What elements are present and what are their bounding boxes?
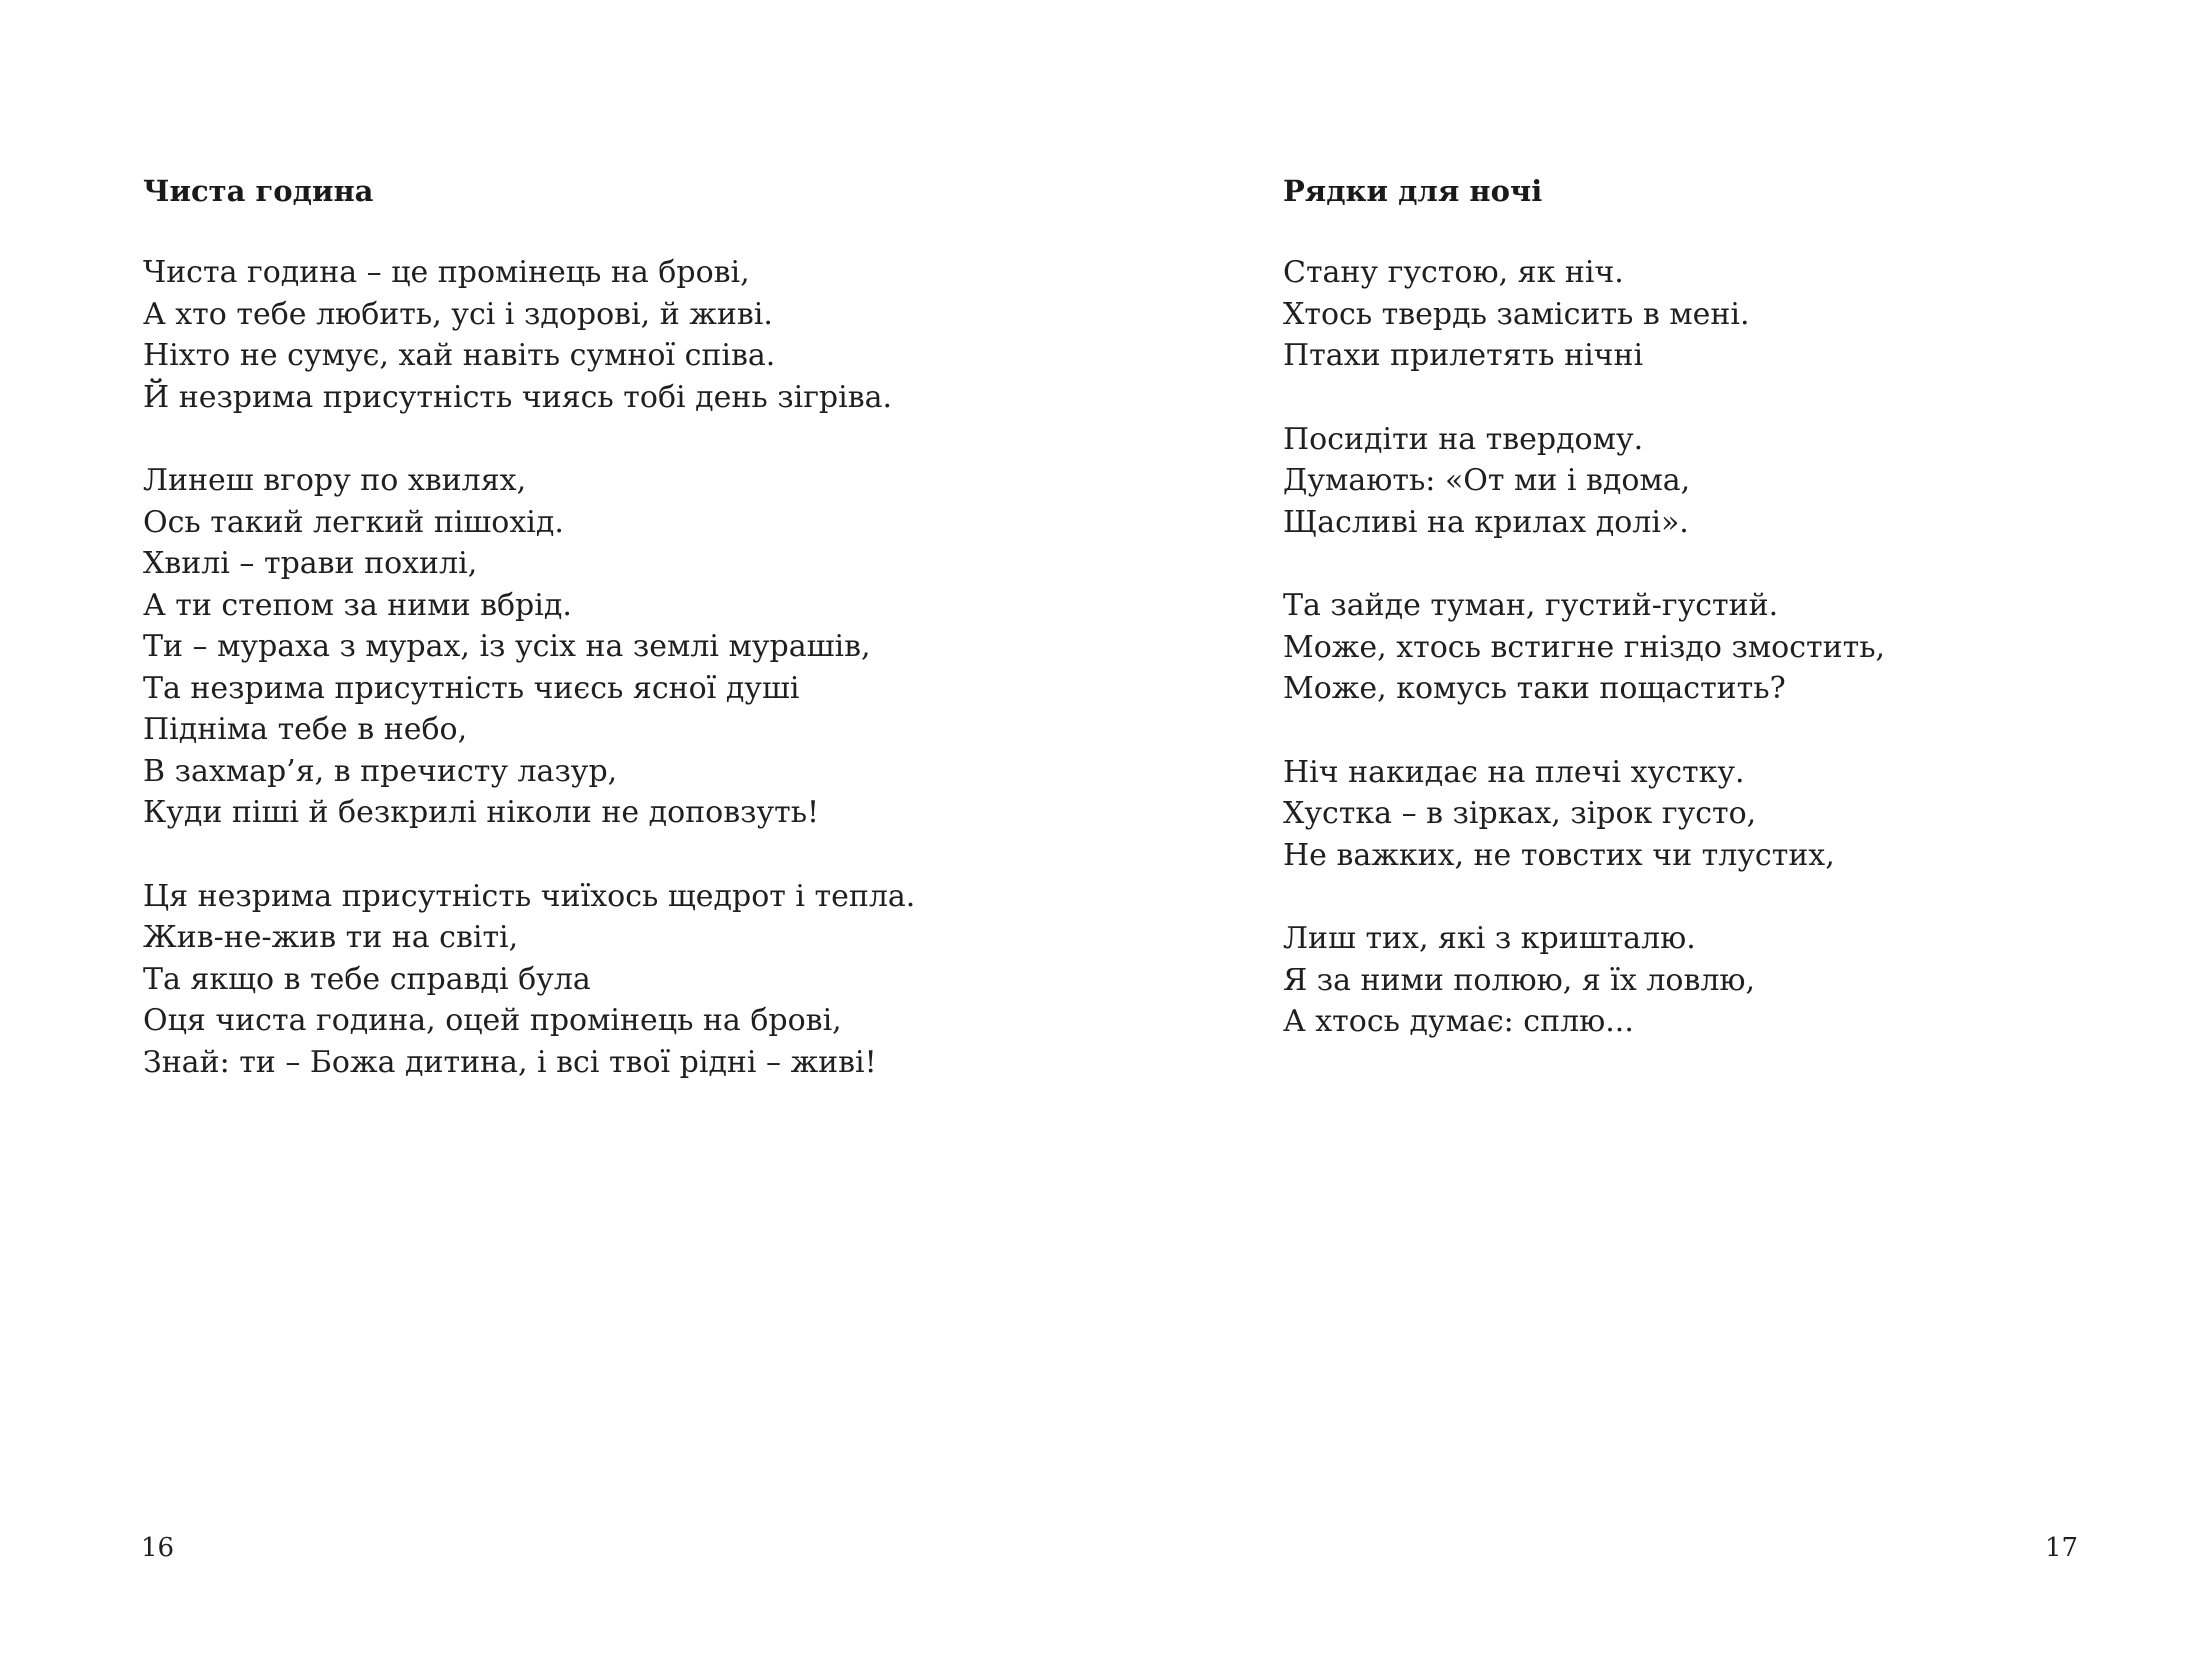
verse-line: А хтось думає: сплю... [1283, 1004, 1634, 1039]
verse-line: Птахи прилетять нічні [1283, 338, 1644, 373]
stanza-3 [1283, 585, 1885, 710]
verse-line: Чиста година – це промінець на брові, [143, 255, 750, 290]
verse-line: Я за ними полюю, я їх ловлю, [1283, 962, 1756, 998]
verse-line: Знай: ти – Божа дитина, і всі твої рідні – живі! [143, 1044, 877, 1080]
poem-left [143, 170, 915, 1125]
poem-title: Чиста година [143, 174, 374, 208]
poem-right [1283, 170, 1885, 1085]
page-number-right: 17 [2045, 1533, 2079, 1563]
verse-line: Ось такий легкий пішохід. [143, 504, 564, 540]
verse-line: Ніч накидає на плечі хустку. [1283, 754, 1745, 790]
verse-line: Хустка – в зірках, зірок густо, [1283, 796, 1757, 831]
verse-line: Й незрима присутність чиясь тобі день зігріва. [143, 379, 893, 415]
verse-line: В захмар’я, в пречисту лазур, [143, 753, 618, 789]
verse-line: Посидіти на твердому. [1283, 421, 1644, 457]
stanza-1 [143, 252, 915, 418]
verse-line: Щасливі на крилах долі». [1283, 504, 1689, 540]
verse-line: А ти степом за ними вбрід. [143, 587, 572, 623]
verse-line: Може, комусь таки пощастить? [1283, 671, 1786, 706]
stanza-2 [1283, 419, 1885, 544]
verse-line: Линеш вгору по хвилях, [143, 463, 527, 498]
poem-title: Рядки для ночі [1283, 174, 1543, 208]
verse-line: Стану густою, як ніч. [1283, 255, 1624, 290]
verse-line: Ця незрима присутність чиїхось щедрот і тепла. [143, 878, 916, 914]
verse-line: Та якщо в тебе справді була [143, 961, 591, 997]
verse-line: Думають: «От ми і вдома, [1283, 463, 1691, 498]
stanza-2 [143, 460, 915, 834]
verse-line: Лиш тих, які з кришталю. [1283, 921, 1696, 956]
verse-line: Та незрима присутність чиєсь ясної душі [143, 670, 800, 706]
stanza-5 [1283, 918, 1885, 1043]
verse-line: Хтось твердь замісить в мені. [1283, 296, 1750, 332]
verse-line: Ніхто не сумує, хай навіть сумної співа. [143, 338, 776, 373]
verse-line: Та зайде туман, густий-густий. [1283, 588, 1779, 623]
verse-line: Підніма тебе в небо, [143, 712, 468, 747]
stanza-1 [1283, 252, 1885, 377]
left-page [0, 0, 1102, 1654]
page-number-left: 16 [141, 1533, 175, 1563]
verse-line: Куди піші й безкрилі ніколи не доповзуть! [143, 795, 820, 830]
verse-line: А хто тебе любить, усі і здорові, й живі. [143, 296, 773, 332]
verse-line: Ти – мураха з мурах, із усіх на землі мурашів, [143, 629, 871, 664]
verse-line: Оця чиста година, оцей промінець на брові, [143, 1003, 842, 1038]
right-page [1103, 0, 2205, 1654]
verse-line: Може, хтось встигне гніздо змостить, [1283, 629, 1886, 665]
verse-line: Не важких, не товстих чи тлустих, [1283, 837, 1835, 873]
verse-line: Жив-не-жив ти на світі, [143, 920, 519, 955]
stanza-4 [1283, 752, 1885, 877]
verse-line: Хвилі – трави похилі, [143, 546, 478, 581]
stanza-3 [143, 876, 915, 1084]
